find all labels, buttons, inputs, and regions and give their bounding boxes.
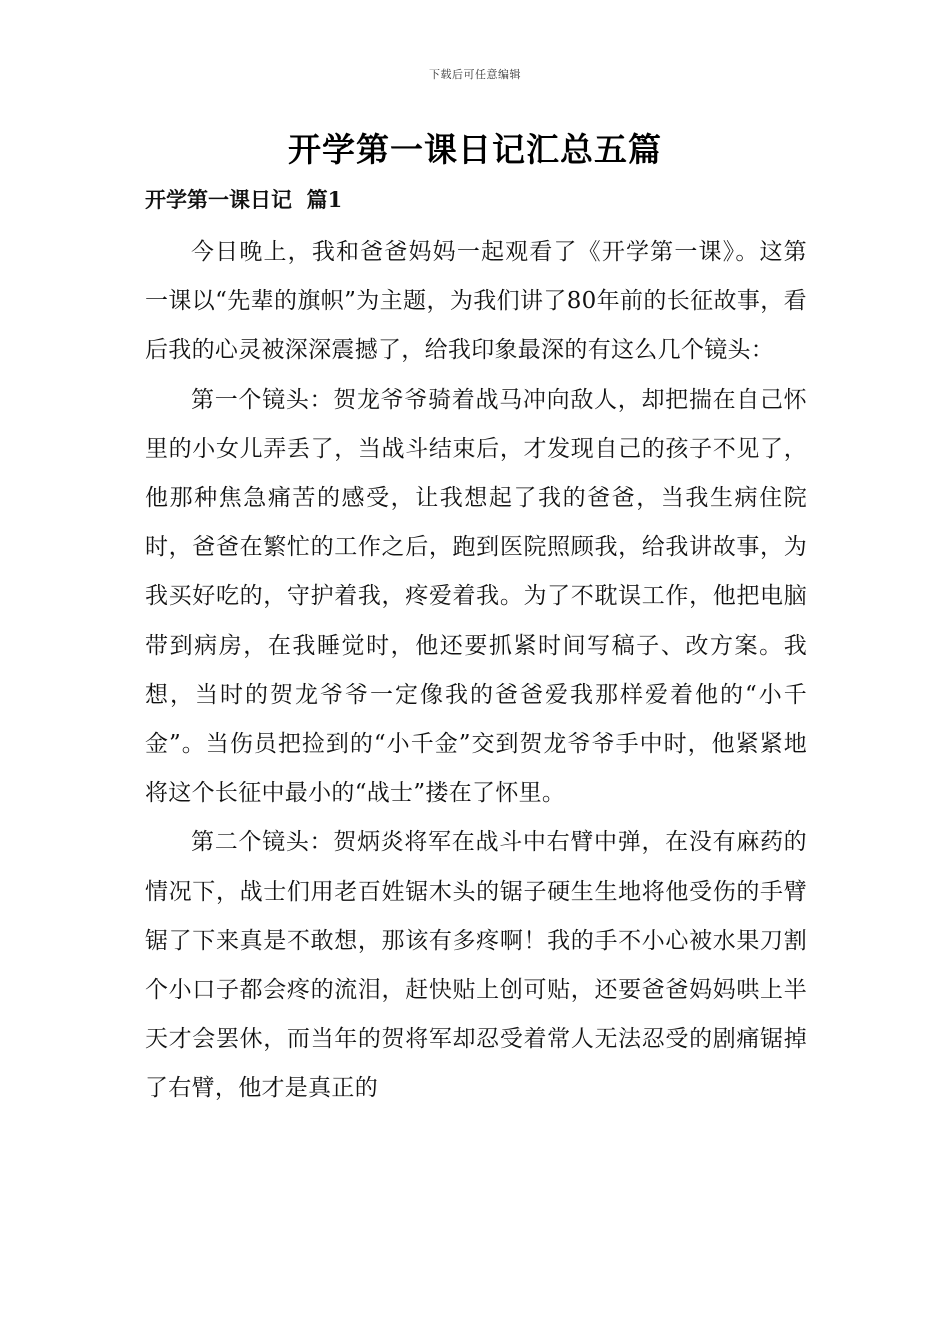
paragraph-scene-two: 第二个镜头：贺炳炎将军在战斗中右臂中弹，在没有麻药的情况下，战士们用老百姓锯木头的锯子硬生生地将他受伤的手臂锯了下来真是不敢想，那该有多疼啊！我的手不小心被水果刀割个小口子都会疼的流泪，赶快贴上创可贴，还要爸爸妈妈哄上半天才会罢休，而当年的贺将军却忍受着常人无法忍受的剧痛锯掉了右臂，他才是真正的 — [145, 829, 807, 1102]
paragraph-scene-one: 第一个镜头：贺龙爷爷骑着战马冲向敌人，却把揣在自己怀里的小女儿弄丢了，当战斗结束后，才发现自己的孩子不见了，他那种焦急痛苦的感受，让我想起了我的爸爸，当我生病住院时，爸爸在繁忙的工作之后，跑到医院照顾我，给我讲故事，为我买好吃的，守护着我，疼爱着我。为了不耽误工作，他把电脑带到病房，在我睡觉时，他还要抓紧时间写稿子、改方案。我想，当时的贺龙爷爷一定像我的爸爸爱我那样爱着他的“小千金”。当伤员把捡到的“小千金”交到贺龙爷爷手中时，他紧紧地将这个长征中最小的“战士”搂在了怀里。 — [145, 386, 807, 807]
document-title: 开学第一课日记汇总五篇 — [288, 130, 662, 169]
header-note: 下载后可任意编辑 — [429, 68, 521, 81]
body-text — [145, 228, 807, 1114]
section-heading: 开学第一课日记 篇1 — [145, 187, 343, 212]
paragraph-intro: 今日晚上，我和爸爸妈妈一起观看了《开学第一课》。这第一课以“先辈的旗帜”为主题，为我们讲了80年前的长征故事，看后我的心灵被深深震撼了，给我印象最深的有这么几个镜头： — [145, 239, 807, 364]
